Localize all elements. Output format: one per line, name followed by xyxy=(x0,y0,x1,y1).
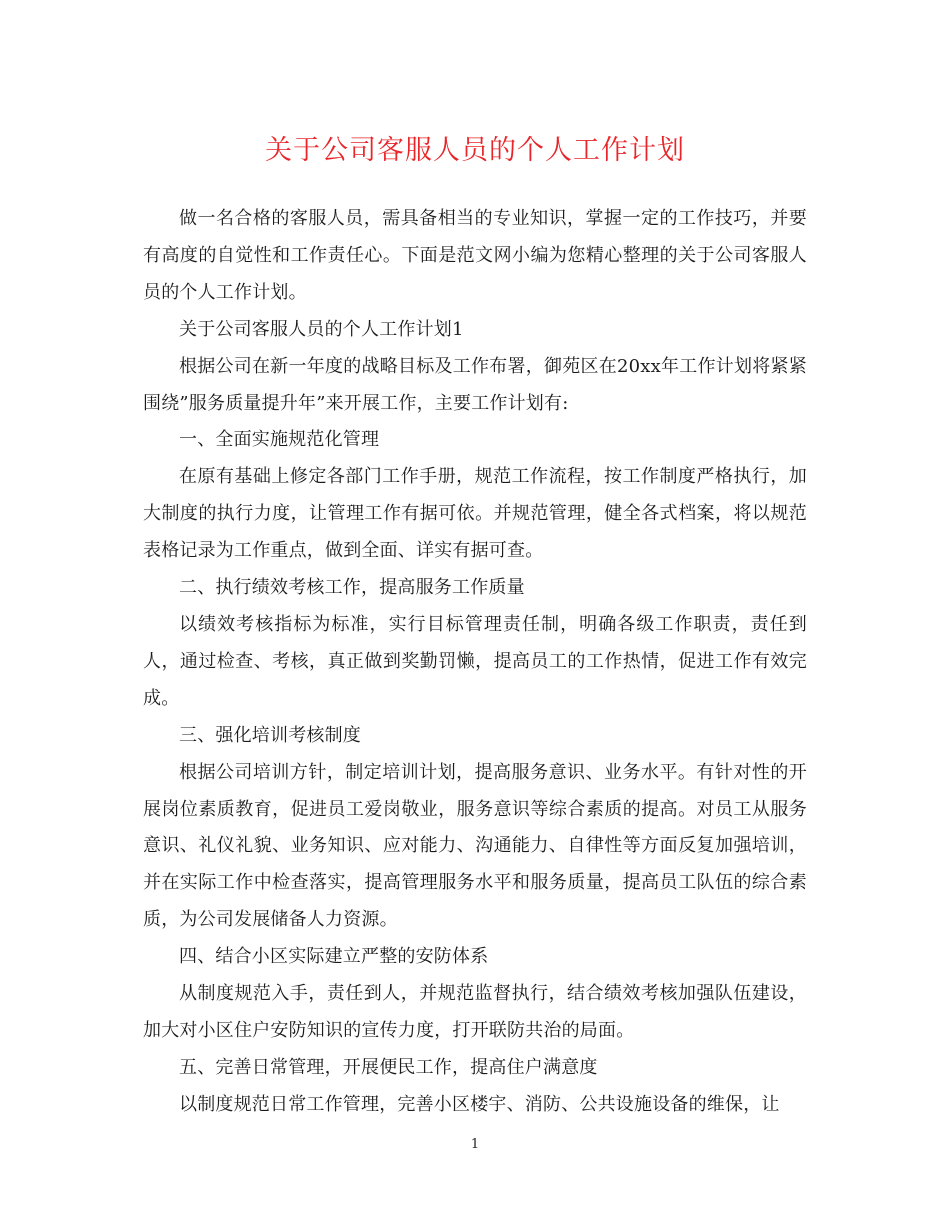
body-paragraph: 从制度规范入手，责任到人，并规范监督执行，结合绩效考核加强队伍建设，加大对小区住户安防知识的宣传力度，打开联防共治的局面。 xyxy=(143,983,807,1041)
section-heading-2: 二、执行绩效考核工作，提高服务工作质量 xyxy=(179,577,525,599)
section-heading-5: 五、完善日常管理，开展便民工作，提高住户满意度 xyxy=(179,1056,598,1078)
body-paragraph: 以制度规范日常工作管理，完善小区楼宇、消防、公共设施设备的维保，让 xyxy=(179,1093,780,1115)
plan-heading: 关于公司客服人员的个人工作计划1 xyxy=(179,318,464,340)
body-paragraph: 以绩效考核指标为标准，实行目标管理责任制，明确各级工作职责，责任到人，通过检查、考核，真正做到奖勤罚懒，提高员工的工作热情，促进工作有效完成。 xyxy=(143,613,807,709)
body-paragraph: 根据公司培训方针，制定培训计划，提高服务意识、业务水平。有针对性的开展岗位素质教育，促进员工爱岗敬业，服务意识等综合素质的提高。对员工从服务意识、礼仪礼貌、业务知识、应对能力、沟通能力、自律性等方面反复加强培训，并在实际工作中检查落实，提高管理服务水平和服务质量，提高员工队伍的综合素质，为公司发展储备人力资源。 xyxy=(143,761,807,931)
section-heading-1: 一、全面实施规范化管理 xyxy=(179,429,380,451)
page-number: 1 xyxy=(470,1137,480,1152)
section-heading-4: 四、结合小区实际建立严整的安防体系 xyxy=(179,946,489,968)
document-title: 关于公司客服人员的个人工作计划 xyxy=(265,135,685,166)
section-heading-3: 三、强化培训考核制度 xyxy=(179,724,361,746)
intro-paragraph: 做一名合格的客服人员，需具备相当的专业知识，掌握一定的工作技巧，并要有高度的自觉性和工作责任心。下面是范文网小编为您精心整理的关于公司客服人员的个人工作计划。 xyxy=(143,208,807,303)
body-paragraph: 在原有基础上修定各部门工作手册，规范工作流程，按工作制度严格执行，加大制度的执行力度，让管理工作有据可依。并规范管理，健全各式档案，将以规范表格记录为工作重点，做到全面、详实有据可查。 xyxy=(143,466,807,562)
document-body xyxy=(143,201,807,1124)
body-paragraph: 根据公司在新一年度的战略目标及工作布署，御苑区在20xx年工作计划将紧紧围绕”服务质量提升年”来开展工作，主要工作计划有: xyxy=(143,355,807,414)
